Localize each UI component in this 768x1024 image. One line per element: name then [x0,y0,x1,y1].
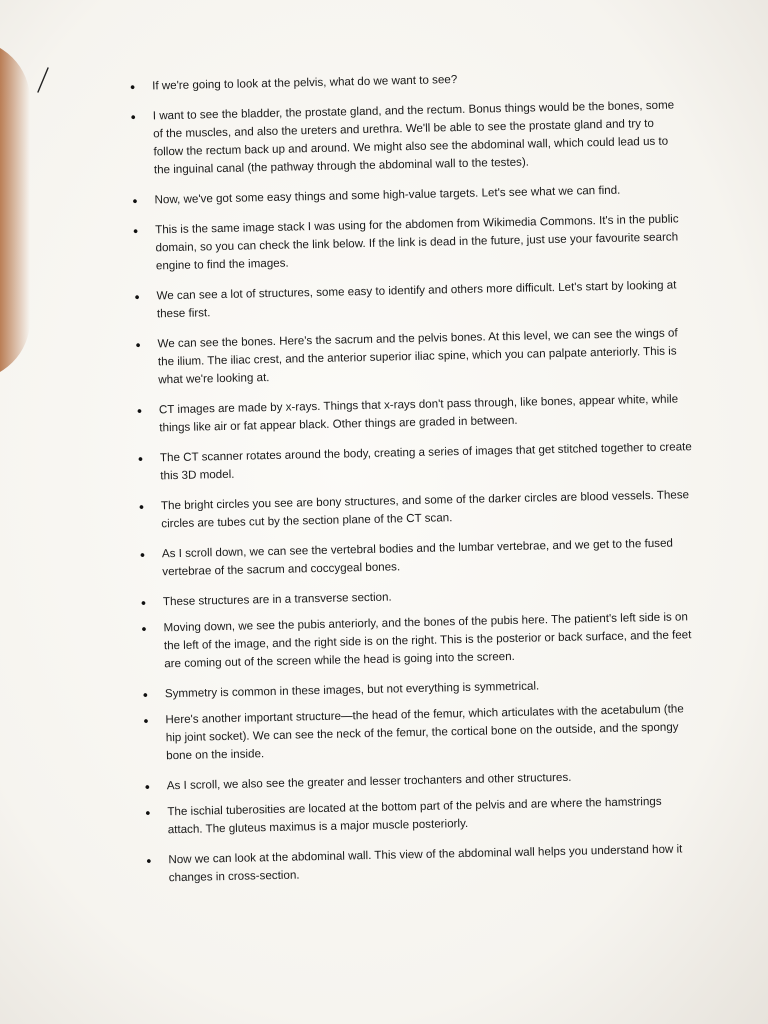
note-item: • The ischial tuberosities are located at the bottom part of the pelvis and are where the hamstrings attach. The gluteus maximus is a major muscle posteriorly. [139,792,700,840]
note-item: • These structures are in a transverse section. [135,582,695,612]
note-item: • The bright circles you see are bony structures, and some of the darker circles are blood vessels. These circles are tubes cut by the section plane of the CT scan. [133,486,694,534]
note-item: • CT images are made by x-rays. Things that x-rays don't pass through, like bones, appear white, while things like air or fat appear black. Other things are graded in between. [131,390,692,438]
note-item: • Moving down, we see the pubis anteriorly, and the bones of the pubis here. The patient's left side is on the left of the image, and the right side is on the right. This is the posterior or back surface, and the feet are coming out of the screen while the head is going into the screen. [135,608,696,674]
page-edge-shadow [0,40,30,380]
note-item: • We can see a lot of structures, some easy to identify and others more difficult. Let's start by looking at these first. [128,276,689,324]
note-item: • We can see the bones. Here's the sacrum and the pelvis bones. At this level, we can see the wings of the ilium. The iliac crest, and the anterior superior iliac spine, which you can palpate anteriorly. This is what we're looking at. [129,324,690,390]
note-item: • Now we can look at the abdominal wall. This view of the abdominal wall helps you understand how it changes in cross-section. [140,840,701,888]
notes-list [124,66,701,900]
note-item: • As I scroll, we also see the greater and lesser trochanters and other structures. [139,766,699,796]
note-item: • If we're going to look at the pelvis, what do we want to see? [124,66,684,96]
note-item: • The CT scanner rotates around the body, creating a series of images that get stitched together to create this 3D model. [132,438,693,486]
note-item: • Symmetry is common in these images, but not everything is symmetrical. [137,674,697,704]
note-item: • As I scroll down, we can see the vertebral bodies and the lumbar vertebrae, and we get to the fused vertebrae of the sacrum and coccygeal bones. [134,534,695,582]
note-item: • Here's another important structure—the head of the femur, which articulates with the acetabulum (the hip joint socket). We can see the neck of the femur, the cortical bone on the outside, and the spongy bone on the inside. [137,700,698,766]
note-item: • I want to see the bladder, the prostate gland, and the rectum. Bonus things would be the bones, some of the muscles, and also the ureters and urethra. We'll be able to see the prostate gland and try to follow the rectum back up and around. We might also see the abdominal wall, which could lead us to the inguinal canal (the pathway through the abdominal wall to the testes). [125,96,686,180]
note-item: • Now, we've got some easy things and some high-value targets. Let's see what we can find. [126,180,686,210]
pen-mark-icon [36,66,50,94]
note-item: • This is the same image stack I was using for the abdomen from Wikimedia Commons. It's in the public domain, so you can check the link below. If the link is dead in the future, just use your favourite search engine to find the images. [127,210,688,276]
